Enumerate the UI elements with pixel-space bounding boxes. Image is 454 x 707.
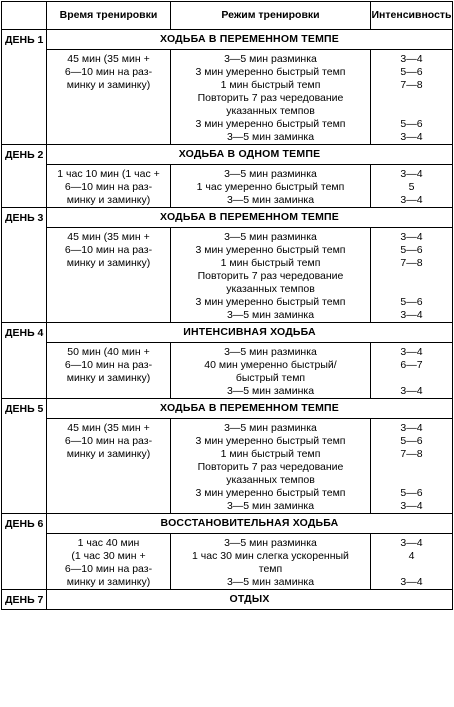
intensity-cell: [371, 534, 453, 590]
training-mode-line: 3—5 мин разминка: [224, 53, 317, 65]
day-title-row: [2, 399, 453, 419]
intensity-line: 4: [408, 550, 415, 562]
intensity-line: 3—4: [400, 168, 423, 180]
training-mode-line: указанных темпов: [226, 283, 315, 295]
day-title: ИНТЕНСИВНАЯ ХОДЬБА: [47, 323, 453, 343]
header-mode: Режим тренировки: [171, 2, 371, 30]
training-time-line: минку и заминку): [66, 194, 151, 206]
intensity-cell: [371, 343, 453, 399]
intensity-line: 5: [408, 181, 415, 193]
intensity-line: 5—6: [400, 118, 423, 130]
intensity-line: [371, 270, 452, 283]
intensity-line: 3—4: [400, 231, 423, 243]
training-mode-line: 1 мин быстрый темп: [220, 257, 321, 269]
training-time-line: (1 час 30 мин +: [71, 550, 146, 562]
header-row: [2, 2, 453, 30]
training-mode-line: 3 мин умеренно быстрый темп: [195, 118, 346, 130]
intensity-line: [371, 474, 452, 487]
intensity-line: 3—4: [400, 309, 423, 321]
training-time-line: 6—10 мин на раз-: [64, 435, 153, 447]
training-time-cell: [47, 343, 171, 399]
intensity-line: [371, 92, 452, 105]
training-time-line: 6—10 мин на раз-: [64, 181, 153, 193]
training-mode-line: 3 мин умеренно быстрый темп: [195, 435, 346, 447]
intensity-line: [371, 372, 452, 385]
training-time-line: 6—10 мин на раз-: [64, 563, 153, 575]
intensity-line: 3—4: [400, 346, 423, 358]
training-mode-line: 3—5 мин разминка: [224, 346, 317, 358]
training-mode-line: Повторить 7 раз чередование: [197, 461, 344, 473]
training-mode-cell: [171, 534, 371, 590]
intensity-line: 5—6: [400, 66, 423, 78]
training-time-line: 45 мин (35 мин +: [67, 422, 150, 434]
day-label: ДЕНЬ 1: [2, 30, 47, 145]
intensity-line: 6—7: [400, 359, 423, 371]
intensity-line: [371, 461, 452, 474]
intensity-line: 7—8: [400, 79, 423, 91]
day-title: ХОДЬБА В ОДНОМ ТЕМПЕ: [47, 145, 453, 165]
intensity-cell: [371, 419, 453, 514]
intensity-cell: [371, 50, 453, 145]
training-mode-cell: [171, 228, 371, 323]
intensity-line: 3—4: [400, 576, 423, 588]
day-detail-row: [2, 50, 453, 145]
training-mode-line: 3 мин умеренно быстрый темп: [195, 296, 346, 308]
training-time-cell: [47, 228, 171, 323]
header-intensity: Интенсивность: [371, 2, 453, 30]
training-time-line: минку и заминку): [66, 79, 151, 91]
training-time-line: 45 мин (35 мин +: [67, 53, 150, 65]
intensity-line: 5—6: [400, 487, 423, 499]
intensity-line: 7—8: [400, 257, 423, 269]
intensity-line: 3—4: [400, 131, 423, 143]
training-mode-line: Повторить 7 раз чередование: [197, 92, 344, 104]
intensity-cell: [371, 165, 453, 208]
training-mode-line: 3—5 мин заминка: [226, 500, 315, 512]
training-mode-line: темп: [258, 563, 283, 575]
day-detail-row: [2, 419, 453, 514]
day-title-row: [2, 208, 453, 228]
training-mode-line: 3—5 мин разминка: [224, 537, 317, 549]
intensity-line: 3—4: [400, 500, 423, 512]
intensity-line: 5—6: [400, 244, 423, 256]
intensity-line: [371, 105, 452, 118]
training-mode-cell: [171, 50, 371, 145]
training-time-cell: [47, 419, 171, 514]
training-time-line: 1 час 40 мин: [77, 537, 140, 549]
training-time-line: минку и заминку): [66, 257, 151, 269]
training-time-line: 6—10 мин на раз-: [64, 244, 153, 256]
training-mode-line: 3—5 мин заминка: [226, 385, 315, 397]
day-label: ДЕНЬ 4: [2, 323, 47, 399]
training-mode-line: 3 мин умеренно быстрый темп: [195, 66, 346, 78]
header-time: Время тренировки: [47, 2, 171, 30]
day-title-row: [2, 590, 453, 610]
training-mode-line: 40 мин умеренно быстрый/: [204, 359, 337, 371]
training-mode-cell: [171, 419, 371, 514]
training-mode-line: 3—5 мин разминка: [224, 422, 317, 434]
intensity-line: 3—4: [400, 422, 423, 434]
day-title: ХОДЬБА В ПЕРЕМЕННОМ ТЕМПЕ: [47, 208, 453, 228]
day-label: ДЕНЬ 3: [2, 208, 47, 323]
training-time-line: 6—10 мин на раз-: [64, 66, 153, 78]
intensity-line: 3—4: [400, 194, 423, 206]
day-title-row: [2, 323, 453, 343]
day-detail-row: [2, 534, 453, 590]
day-title-row: [2, 514, 453, 534]
training-mode-line: Повторить 7 раз чередование: [197, 270, 344, 282]
day-title: ВОССТАНОВИТЕЛЬНАЯ ХОДЬБА: [47, 514, 453, 534]
intensity-line: 5—6: [400, 435, 423, 447]
day-title-row: [2, 30, 453, 50]
training-time-line: минку и заминку): [66, 448, 151, 460]
intensity-cell: [371, 228, 453, 323]
training-mode-line: 3—5 мин разминка: [224, 231, 317, 243]
training-time-line: минку и заминку): [66, 372, 151, 384]
intensity-line: 5—6: [400, 296, 423, 308]
training-time-line: минку и заминку): [66, 576, 151, 588]
day-label: ДЕНЬ 7: [2, 590, 47, 610]
day-detail-row: [2, 165, 453, 208]
intensity-line: [371, 283, 452, 296]
table-body: [2, 30, 453, 610]
day-title: ХОДЬБА В ПЕРЕМЕННОМ ТЕМПЕ: [47, 399, 453, 419]
document-page: [1, 1, 453, 703]
training-mode-line: 3—5 мин заминка: [226, 309, 315, 321]
intensity-line: 7—8: [400, 448, 423, 460]
intensity-line: [371, 563, 452, 576]
day-detail-row: [2, 228, 453, 323]
training-mode-line: 1 час умеренно быстрый темп: [196, 181, 345, 193]
training-mode-line: 3—5 мин разминка: [224, 168, 317, 180]
training-time-cell: [47, 50, 171, 145]
training-mode-line: 3—5 мин заминка: [226, 576, 315, 588]
training-mode-line: 3—5 мин заминка: [226, 194, 315, 206]
training-time-line: 6—10 мин на раз-: [64, 359, 153, 371]
day-detail-row: [2, 343, 453, 399]
training-mode-line: 1 мин быстрый темп: [220, 79, 321, 91]
day-title: ХОДЬБА В ПЕРЕМЕННОМ ТЕМПЕ: [47, 30, 453, 50]
training-mode-line: указанных темпов: [226, 105, 315, 117]
header-day: [2, 2, 47, 30]
training-mode-line: 1 мин быстрый темп: [220, 448, 321, 460]
training-mode-line: 3 мин умеренно быстрый темп: [195, 244, 346, 256]
training-mode-cell: [171, 165, 371, 208]
training-time-line: 1 час 10 мин (1 час +: [57, 168, 160, 180]
training-mode-line: 1 час 30 мин слегка ускоренный: [192, 550, 349, 562]
day-label: ДЕНЬ 2: [2, 145, 47, 208]
day-title-row: [2, 145, 453, 165]
training-time-cell: [47, 534, 171, 590]
intensity-line: 3—4: [400, 385, 423, 397]
training-time-cell: [47, 165, 171, 208]
day-label: ДЕНЬ 6: [2, 514, 47, 590]
training-schedule-table: [1, 1, 453, 610]
training-mode-line: быстрый темп: [235, 372, 306, 384]
intensity-line: 3—4: [400, 537, 423, 549]
training-time-line: 45 мин (35 мин +: [67, 231, 150, 243]
day-label: ДЕНЬ 5: [2, 399, 47, 514]
training-mode-line: 3 мин умеренно быстрый темп: [195, 487, 346, 499]
training-mode-line: 3—5 мин заминка: [226, 131, 315, 143]
training-mode-line: указанных темпов: [226, 474, 315, 486]
training-time-line: 50 мин (40 мин +: [67, 346, 150, 358]
day-title: ОТДЫХ: [47, 590, 453, 610]
intensity-line: 3—4: [400, 53, 423, 65]
training-mode-cell: [171, 343, 371, 399]
